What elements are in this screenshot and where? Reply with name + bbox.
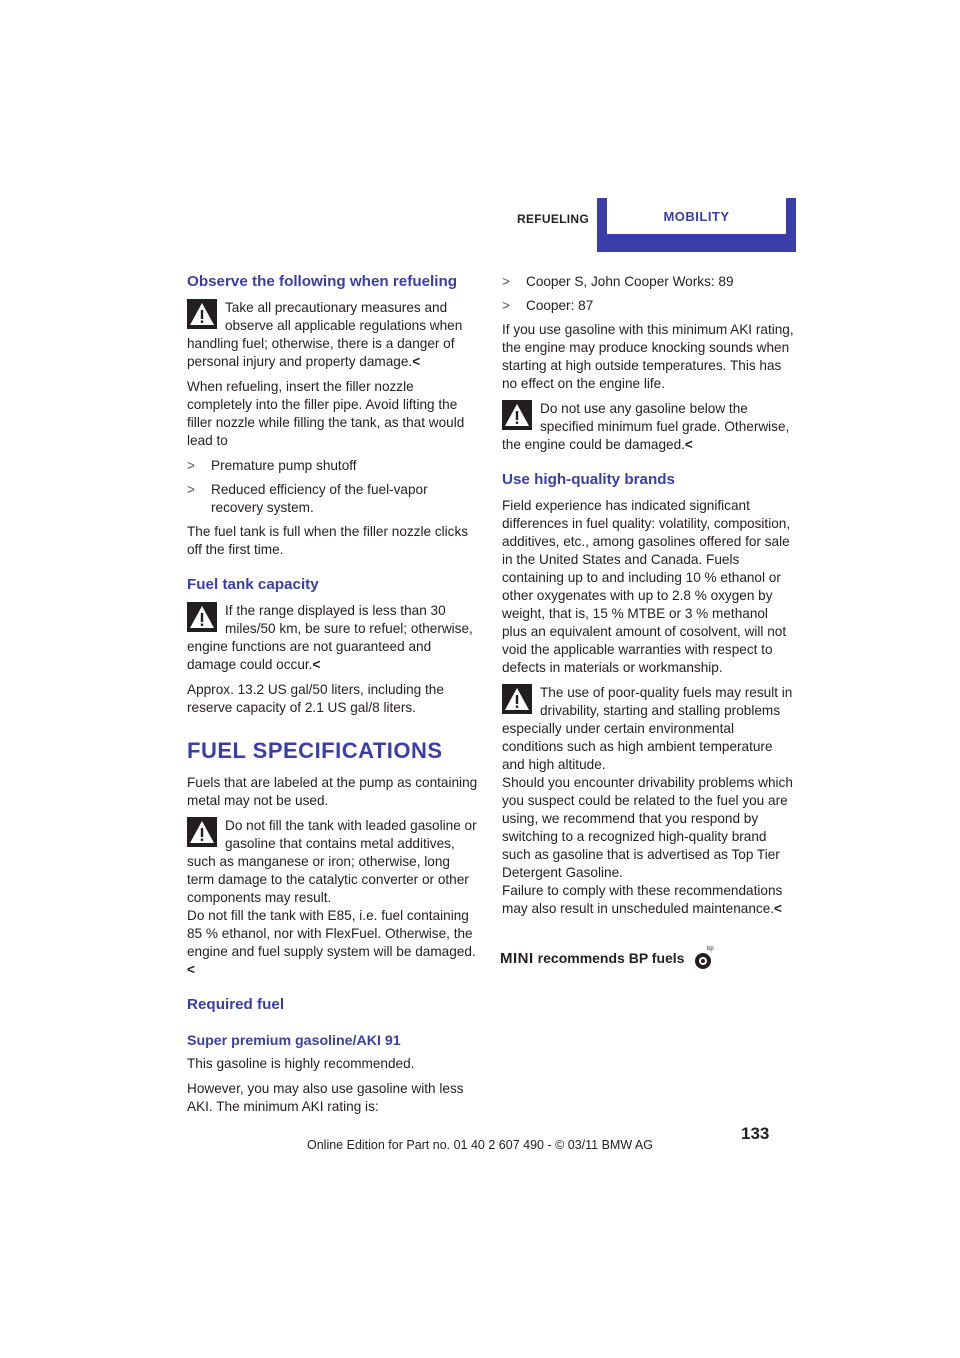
warning-text: Do not fill the tank with E85, i.e. fuel containing 85 % ethanol, nor with FlexFuel. Otherwise, the engine and fuel supply system will be damaged. (187, 908, 476, 959)
list-item (187, 481, 479, 517)
warning-range (187, 602, 479, 674)
list-item-text: Premature pump shutoff (211, 458, 357, 473)
warning-text: Do not fill the tank with leaded gasoline or gasoline that contains metal additives, such as manganese or iron; otherwise, long term damage to the catalytic converter or other components may result. (187, 818, 477, 905)
right-column (502, 273, 794, 925)
paragraph-recommended: This gasoline is highly recommended. (187, 1056, 415, 1071)
warning-poor-quality (502, 684, 794, 918)
list-item (187, 457, 479, 475)
end-mark: < (774, 901, 782, 916)
list-item (502, 273, 794, 291)
warning-text: Do not use any gasoline below the specified minimum fuel grade. Otherwise, the engine could be damaged. (502, 401, 790, 452)
chapter-tab (597, 198, 796, 252)
page-number: 133 (741, 1124, 770, 1143)
warning-text: Should you encounter drivability problems which you suspect could be related to the fuel you are using, we recommend that you respond by switching to a recognized high-quality brand such as gasoline that is advertised as Top Tier Detergent Gasoline. (502, 775, 793, 880)
list-item-text: Reduced efficiency of the fuel-vapor recovery system. (211, 482, 428, 515)
footer-edition: Online Edition for Part no. 01 40 2 607 490 - © 03/11 BMW AG (307, 1138, 653, 1152)
paragraph-insert-nozzle: When refueling, insert the filler nozzle completely into the filler pipe. Avoid lifting the filler nozzle while filling the tank, as that would lead to (187, 379, 465, 448)
warning-icon (187, 817, 217, 847)
warning-icon (502, 684, 532, 714)
section-label: REFUELING (517, 212, 590, 226)
heading-fuel-tank-capacity: Fuel tank capacity (187, 576, 319, 593)
paragraph-capacity: Approx. 13.2 US gal/50 liters, including the reserve capacity of 2.1 US gal/8 liters. (187, 682, 444, 715)
warning-text: Failure to comply with these recommendations may also result in unscheduled maintenance. (502, 883, 783, 916)
chapter-tab-label: MOBILITY (607, 198, 786, 234)
bullet-mark: > (502, 274, 510, 289)
paragraph-tank-full: The fuel tank is full when the filler nozzle clicks off the first time. (187, 524, 469, 557)
paragraph-minimum-aki: However, you may also use gasoline with less AKI. The minimum AKI rating is: (187, 1081, 464, 1114)
paragraph-metal-fuels: Fuels that are labeled at the pump as containing metal may not be used. (187, 775, 478, 808)
warning-text: Take all precautionary measures and observe all applicable regulations when handling fuel; otherwise, there is a danger of personal injury and property damage. (187, 300, 463, 369)
bullet-mark: > (502, 298, 510, 313)
end-mark: < (412, 354, 421, 369)
bp-helios-icon (692, 944, 716, 972)
warning-icon (187, 299, 217, 329)
heading-observe: Observe the following when refueling (187, 273, 458, 290)
warning-minimum-grade (502, 400, 794, 454)
heading-fuel-specifications: FUEL SPECIFICATIONS (187, 738, 443, 763)
end-mark: < (312, 657, 321, 672)
list-item (502, 297, 794, 315)
warning-text: If the range displayed is less than 30 miles/50 km, be sure to refuel; otherwise, engine functions are not guaranteed and damage could occur. (187, 603, 473, 672)
warning-icon (187, 602, 217, 632)
bullet-mark: > (187, 482, 195, 497)
warning-icon (502, 400, 532, 430)
left-column (187, 273, 479, 1123)
end-mark: < (684, 437, 693, 452)
end-mark: < (187, 962, 195, 977)
list-item-text: Cooper S, John Cooper Works: 89 (526, 274, 734, 289)
warning-leaded (187, 817, 479, 979)
bp-small-text: bp (707, 946, 715, 952)
brand-text: recommends BP fuels (537, 950, 685, 966)
mini-logo-text: MINI (500, 949, 534, 967)
heading-super-premium: Super premium gasoline/AKI 91 (187, 1033, 401, 1049)
list-item-text: Cooper: 87 (526, 298, 594, 313)
bp-recommendation (500, 944, 716, 972)
paragraph-fuel-quality: Field experience has indicated significant differences in fuel quality: volatility, composition, additives, etc., among gasolines offered for sale in the United States and Canada. Fuels containing up to and including 10 % ethanol or other oxygenates with up to 2.8 % oxygen by weight, that is, 15 % MTBE or 3 % methanol plus an equivalent amount of cosolvent, will not void the applicable warranties with respect to defects in materials or workmanship. (502, 498, 791, 675)
heading-required-fuel: Required fuel (187, 996, 285, 1013)
paragraph-knocking: If you use gasoline with this minimum AKI rating, the engine may produce knocking sounds when starting at high outside temperatures. This has no effect on the engine life. (502, 322, 794, 391)
warning-precautions (187, 299, 479, 371)
bullet-mark: > (187, 458, 195, 473)
warning-text: The use of poor-quality fuels may result in drivability, starting and stalling problems especially under certain environmental conditions such as high ambient temperature and high altitude. (502, 685, 793, 772)
heading-high-quality-brands: Use high-quality brands (502, 471, 675, 488)
